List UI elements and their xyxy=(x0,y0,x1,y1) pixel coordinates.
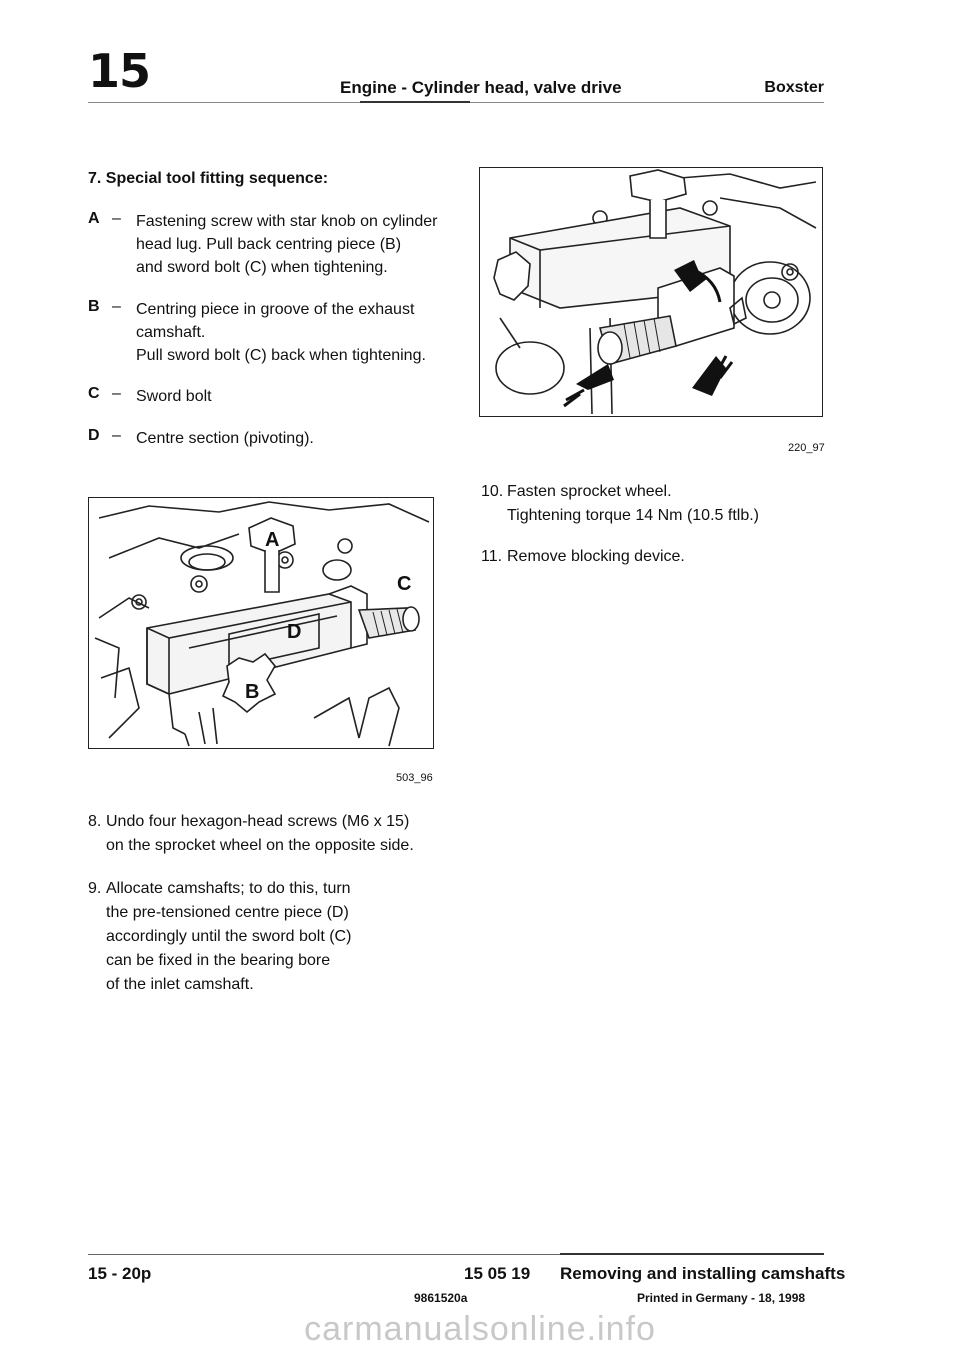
chapter-number: 15 xyxy=(88,44,151,98)
item-line: Pull sword bolt (C) back when tightening. xyxy=(136,347,426,364)
watermark: carmanualsonline.info xyxy=(304,1310,656,1348)
sequence-item-a xyxy=(88,210,448,279)
sequence-item-b xyxy=(88,298,448,367)
item-line: Sword bolt xyxy=(136,388,212,405)
sequence-item-d xyxy=(88,427,448,450)
part-number: 9861520a xyxy=(414,1291,468,1305)
tool-rotation-illustration xyxy=(480,168,822,416)
figure-label-b: B xyxy=(245,681,260,703)
header-title: Engine - Cylinder head, valve drive xyxy=(340,78,622,97)
step-line: on the sprocket wheel on the opposite side. xyxy=(106,837,414,854)
step-number: 9. xyxy=(88,880,102,897)
item-line: and sword bolt (C) when tightening. xyxy=(136,259,388,276)
step-8 xyxy=(88,810,414,858)
item-letter: B xyxy=(88,298,100,315)
item-dash: – xyxy=(112,210,121,227)
item-dash: – xyxy=(112,298,121,315)
figure-caption: 503_96 xyxy=(396,772,433,784)
step-line: can be fixed in the bearing bore xyxy=(106,952,331,969)
step-number: 8. xyxy=(88,813,102,830)
header-model: Boxster xyxy=(764,79,824,96)
item-dash: – xyxy=(112,427,121,444)
item-letter: C xyxy=(88,385,100,402)
item-dash: – xyxy=(112,385,121,402)
step-line: Allocate camshafts; to do this, turn xyxy=(106,880,351,897)
figure-caption: 220_97 xyxy=(788,442,825,454)
step-line: Undo four hexagon-head screws (M6 x 15) xyxy=(106,813,410,830)
step-number: 11. xyxy=(481,548,503,565)
step-line: Remove blocking device. xyxy=(507,548,685,565)
figure-label-c: C xyxy=(397,573,412,595)
step-11 xyxy=(481,545,685,569)
sequence-item-c xyxy=(88,385,448,408)
sequence-title: 7. Special tool fitting sequence: xyxy=(88,170,329,187)
step-line: Tightening torque 14 Nm (10.5 ftlb.) xyxy=(507,507,759,524)
step-line: of the inlet camshaft. xyxy=(106,976,254,993)
footer-rule-accent xyxy=(560,1253,824,1255)
item-letter: A xyxy=(88,210,100,227)
header-rule-accent xyxy=(360,101,470,103)
item-line: Centring piece in groove of the exhaust xyxy=(136,301,415,318)
special-tool-illustration xyxy=(89,498,433,748)
item-line: camshaft. xyxy=(136,324,206,341)
item-line: head lug. Pull back centring piece (B) xyxy=(136,236,402,253)
figure-special-tool xyxy=(88,497,434,749)
item-line: Fastening screw with star knob on cylinder xyxy=(136,213,438,230)
item-letter: D xyxy=(88,427,100,444)
item-line: Centre section (pivoting). xyxy=(136,430,314,447)
section-title: Removing and installing camshafts xyxy=(560,1264,846,1283)
section-code: 15 05 19 xyxy=(464,1264,531,1283)
step-line: accordingly until the sword bolt (C) xyxy=(106,928,352,945)
page-number: 15 - 20p xyxy=(88,1264,152,1283)
step-10 xyxy=(481,480,759,528)
step-line: Fasten sprocket wheel. xyxy=(507,483,672,500)
figure-label-a: A xyxy=(265,529,280,551)
step-9 xyxy=(88,877,351,997)
print-info: Printed in Germany - 18, 1998 xyxy=(637,1291,806,1305)
step-line: the pre-tensioned centre piece (D) xyxy=(106,904,349,921)
step-number: 10. xyxy=(481,483,504,500)
figure-label-d: D xyxy=(287,621,302,643)
figure-tool-rotation xyxy=(479,167,823,417)
